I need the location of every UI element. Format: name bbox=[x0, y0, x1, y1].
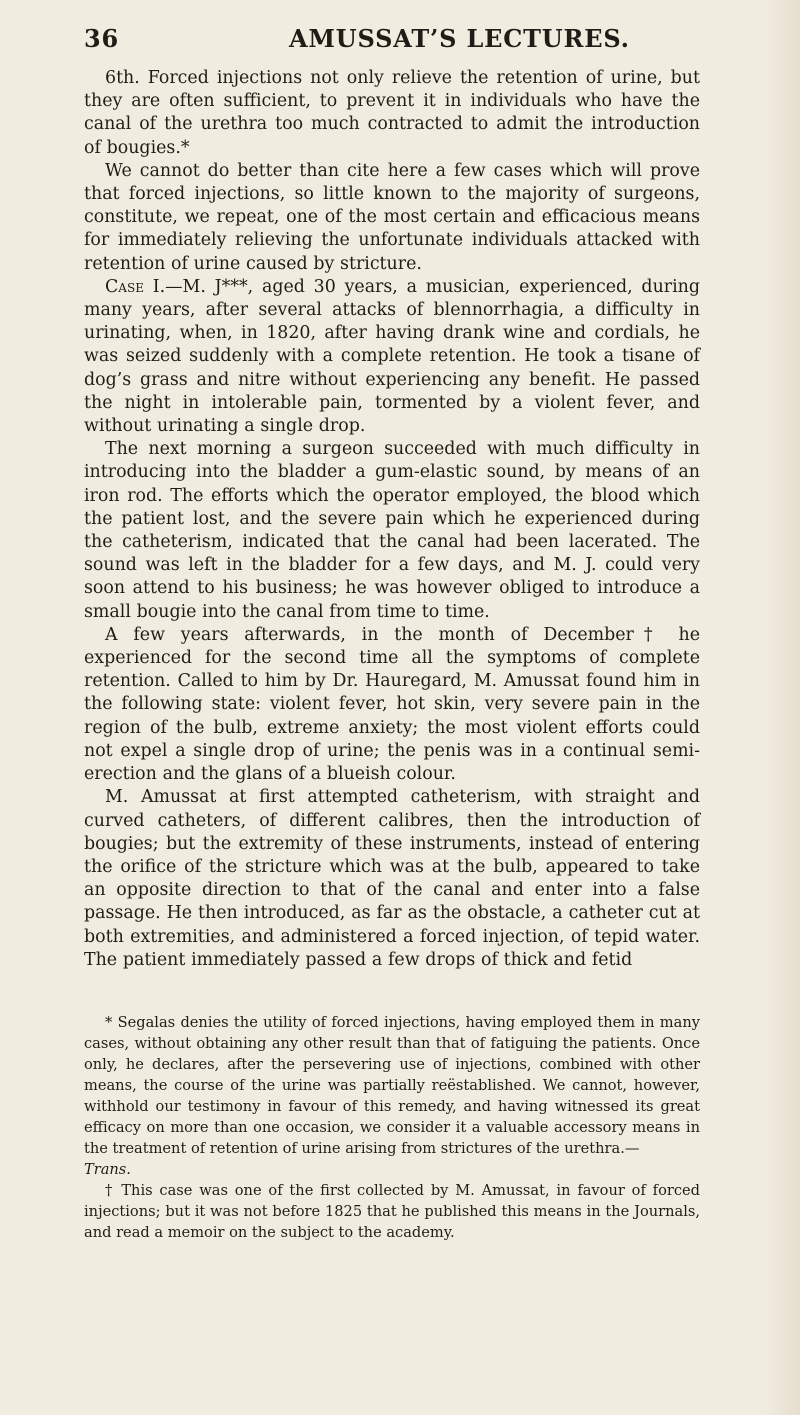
case-one-text: —M. J***, aged 30 years, a musician, experienced, during many years, after several attacks of blennorrhagia, a difficulty in urinating, when, in 1820, after having drank wine and cordials, he was seized suddenly with a complete retention. He took a tisane of dog’s grass and nitre without experiencing any benefit. He passed the night in intolerable pain, tormented by a violent fever, and without urinating a single drop. bbox=[84, 276, 700, 437]
running-title: AMUSSAT’S LECTURES. bbox=[289, 24, 630, 53]
footnote-case-history: † This case was one of the first collected by M. Amussat, in favour of forced injections; but it was not before 1825 that he published this means in the Journals, and read a memoir on the subject to the academy. bbox=[84, 1182, 700, 1241]
footnote-segalas-text: * Segalas denies the utility of forced injections, having employed them in many cases, without obtaining any other result than that of fatiguing the patients. Once only, he declares, after the persevering use of injections, combined with other means, the course of the urine was partially reëstablished. We cannot, however, withhold our testimony in favour of this remedy, and having witnessed its great efficacy on more than one occasion, we consider it a valuable accessory means in the treatment of retention of urine arising from strictures of the urethra.— bbox=[84, 1014, 700, 1157]
paper-edge-shadow bbox=[765, 0, 800, 1415]
paragraph-second-retention: A few years afterwards, in the month of December† he experienced for the second time all the symptoms of complete retention. Called to him by Dr. Hauregard, M. Amussat found him in the following state: violent fever, hot skin, very severe pain in the region of the bulb, extreme anxiety; the most violent efforts could not expel a single drop of urine; the penis was in a continual semi-erection and the glans of a blueish colour. bbox=[84, 624, 700, 785]
main-text bbox=[84, 67, 700, 972]
footnotes bbox=[84, 1012, 700, 1243]
translator-note: Trans. bbox=[84, 1161, 131, 1178]
footnote-segalas bbox=[84, 1012, 700, 1180]
page-number: 36 bbox=[84, 24, 119, 53]
paragraph-next-morning: The next morning a surgeon succeeded with much difficulty in introducing into the bladder a gum-elastic sound, by means of an iron rod. The efforts which the operator employed, the blood which the patient lost, and the severe pain which he experienced during the catheterism, indicated that the canal had been lacerated. The sound was left in the bladder for a few days, and M. J. could very soon attend to his business; he was however obliged to introduce a small bougie into the canal from time to time. bbox=[84, 439, 700, 622]
paragraph-treatment: M. Amussat at first attempted catheterism, with straight and curved catheters, of different calibres, then the introduction of bougies; but the extremity of these instruments, instead of entering the orifice of the stricture which was at the bulb, appeared to take an opposite direction to that of the canal and enter into a false passage. He then introduced, as far as the obstacle, a catheter cut at both extremities, and administered a forced injection, of tepid water. The patient immediately passed a few drops of thick and fetid bbox=[84, 787, 700, 970]
paragraph-case-one bbox=[84, 276, 700, 438]
paragraph-introduction-to-cases: We cannot do better than cite here a few cases which will prove that forced injections, so little known to the majority of surgeons, constitute, we repeat, one of the most certain and efficacious means for immediately relieving the unfortunate individuals attacked with retention of urine caused by stricture. bbox=[84, 160, 700, 274]
paragraph-forced-injections: 6th. Forced injections not only relieve the retention of urine, but they are often sufficient, to prevent it in individuals who have the canal of the urethra too much contracted to admit the introduction of bougies.* bbox=[84, 68, 700, 158]
case-label: Case I. bbox=[105, 276, 166, 297]
page-header bbox=[84, 24, 700, 56]
